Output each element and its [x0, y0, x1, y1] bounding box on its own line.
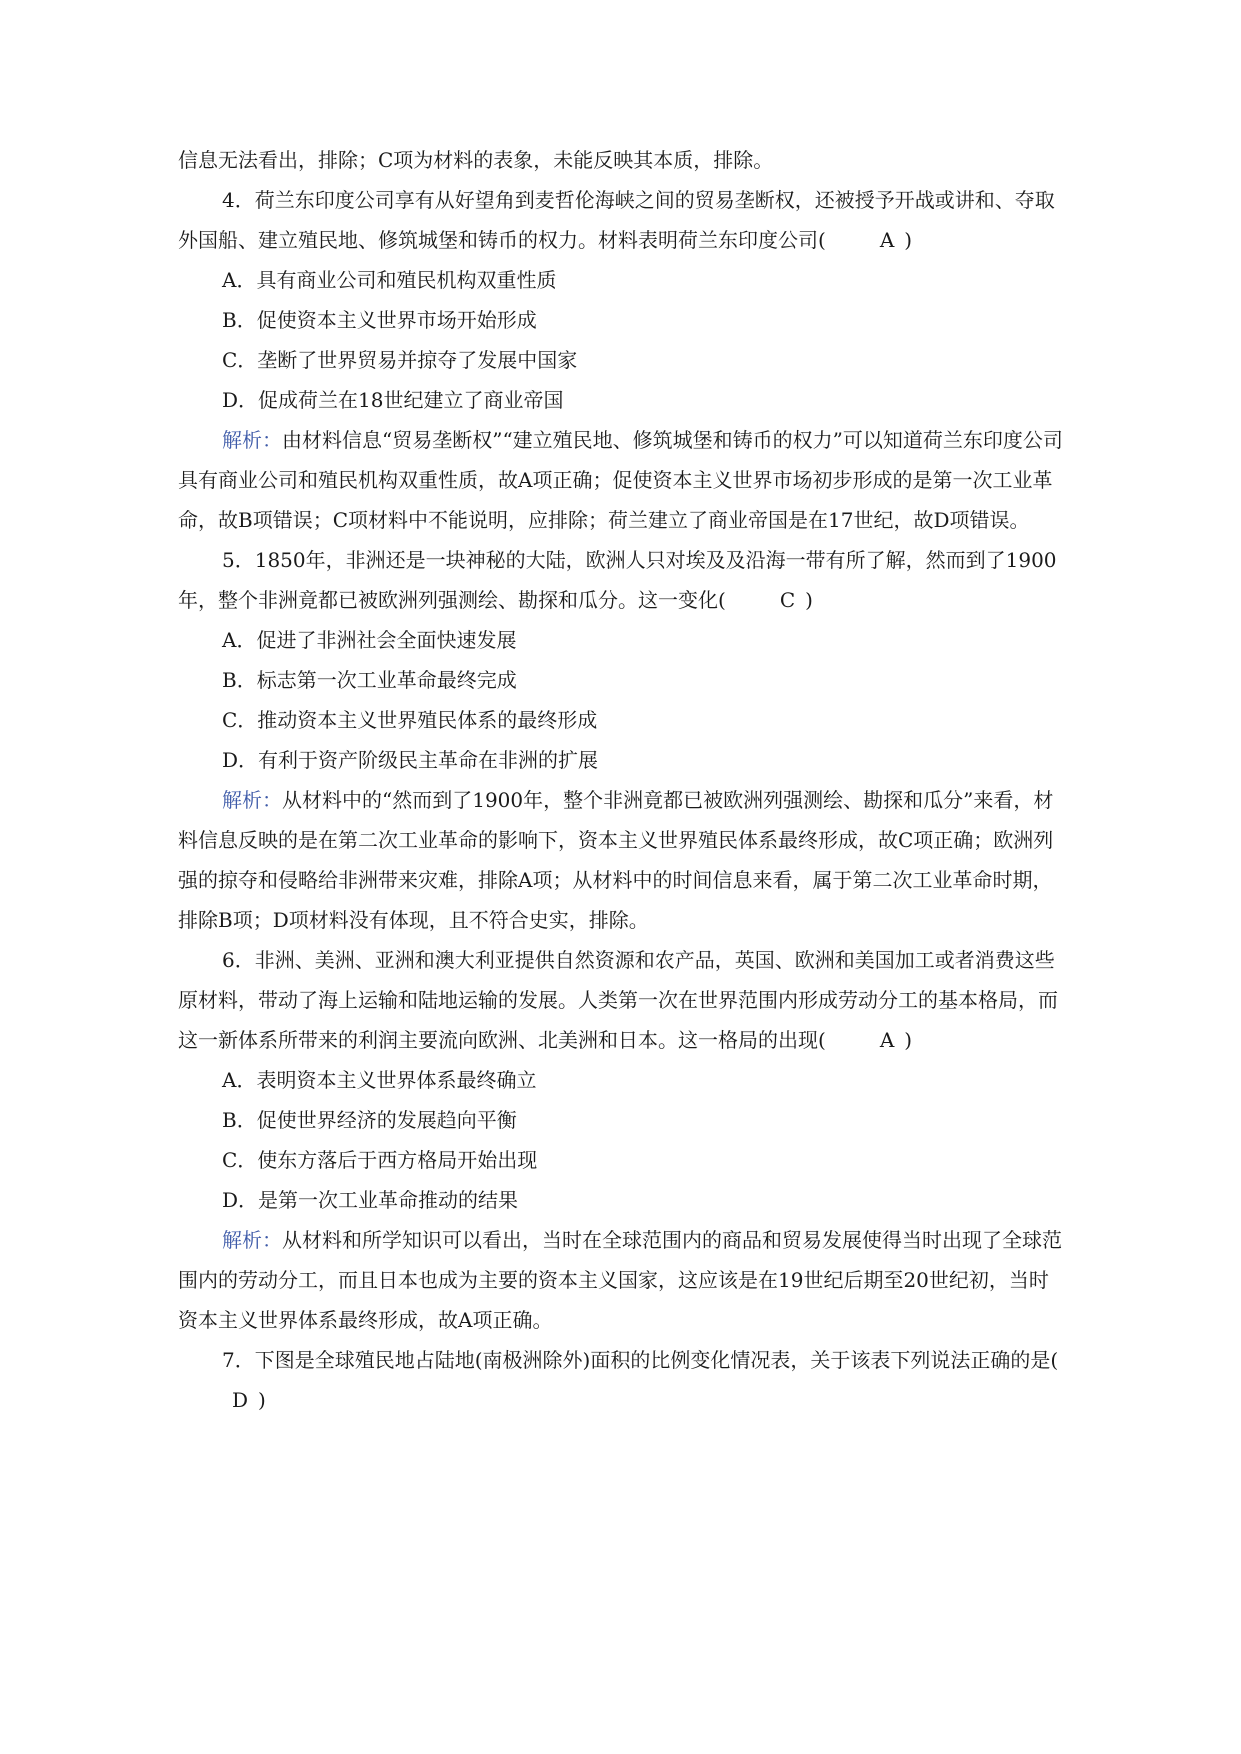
question-4-close: ) — [904, 228, 913, 252]
question-5-stem — [178, 540, 1063, 620]
question-7-answer: D — [232, 1388, 249, 1412]
question-4-option-c: C．垄断了世界贸易并掠夺了发展中国家 — [222, 348, 578, 372]
analysis-label: 解析： — [222, 428, 282, 452]
question-6-option-c: C．使东方落后于西方格局开始出现 — [222, 1148, 538, 1172]
question-5-option-d: D．有利于资产阶级民主革命在非洲的扩展 — [222, 748, 599, 772]
question-6-close: ) — [904, 1028, 913, 1052]
question-5-option-b: B．标志第一次工业革命最终完成 — [222, 668, 517, 692]
question-4-analysis — [178, 420, 1063, 540]
question-5-analysis — [178, 780, 1063, 940]
question-4-option-b: B．促使资本主义世界市场开始形成 — [222, 308, 537, 332]
analysis-text: 从材料和所学知识可以看出，当时在全球范围内的商品和贸易发展使得当时出现了全球范围内的劳动分工，而且日本也成为主要的资本主义国家，这应该是在19世纪后期至20世纪初，当时资本主义世界体系最终形成，故A项正确。 — [178, 1228, 1062, 1332]
question-7-stem — [178, 1340, 1063, 1420]
question-5-close: ) — [805, 588, 813, 612]
question-6-analysis — [178, 1220, 1063, 1340]
question-5-answer: C — [779, 588, 796, 612]
question-4-option-a: A．具有商业公司和殖民机构双重性质 — [222, 268, 557, 292]
question-6-stem — [178, 940, 1063, 1060]
question-6-option-b: B．促使世界经济的发展趋向平衡 — [222, 1108, 517, 1132]
question-7-close: ) — [258, 1388, 266, 1412]
analysis-label: 解析： — [222, 1228, 282, 1252]
question-6-text: 6．非洲、美洲、亚洲和澳大利亚提供自然资源和农产品，英国、欧洲和美国加工或者消费这些原材料，带动了海上运输和陆地运输的发展。人类第一次在世界范围内形成劳动分工的基本格局，而这一新体系所带来的利润主要流向欧洲、北美洲和日本。这一格局的出现( — [178, 948, 1058, 1052]
question-5-text: 5．1850年，非洲还是一块神秘的大陆，欧洲人只对埃及及沿海一带有所了解，然而到了1900年，整个非洲竟都已被欧洲列强测绘、勘探和瓜分。这一变化( — [178, 548, 1057, 612]
analysis-text: 由材料信息“贸易垄断权”“建立殖民地、修筑城堡和铸币的权力”可以知道荷兰东印度公司具有商业公司和殖民机构双重性质，故A项正确；促使资本主义世界市场初步形成的是第一次工业革命，故B项错误；C项材料中不能说明，应排除；荷兰建立了商业帝国是在17世纪，故D项错误。 — [178, 428, 1063, 532]
analysis-label: 解析： — [222, 788, 282, 812]
question-4-stem — [178, 180, 1063, 260]
question-7-text: 7．下图是全球殖民地占陆地(南极洲除外)面积的比例变化情况表，关于该表下列说法正确的是( — [222, 1348, 1059, 1372]
continuation-paragraph: 信息无法看出，排除；C项为材料的表象，未能反映其本质，排除。 — [178, 148, 774, 172]
question-6-option-a: A．表明资本主义世界体系最终确立 — [222, 1068, 537, 1092]
document-page — [178, 140, 1063, 1420]
question-6-answer: A — [879, 1028, 895, 1052]
question-6-option-d: D．是第一次工业革命推动的结果 — [222, 1188, 519, 1212]
question-4-option-d: D．促成荷兰在18世纪建立了商业帝国 — [222, 388, 564, 412]
question-4-answer: A — [879, 228, 895, 252]
question-5-option-a: A．促进了非洲社会全面快速发展 — [222, 628, 517, 652]
analysis-text: 从材料中的“然而到了1900年，整个非洲竟都已被欧洲列强测绘、勘探和瓜分”来看，材料信息反映的是在第二次工业革命的影响下，资本主义世界殖民体系最终形成，故C项正确；欧洲列强的掠夺和侵略给非洲带来灾难，排除A项；从材料中的时间信息来看，属于第二次工业革命时期，排除B项；D项材料没有体现，且不符合史实，排除。 — [178, 788, 1054, 932]
question-5-option-c: C．推动资本主义世界殖民体系的最终形成 — [222, 708, 598, 732]
question-4-text: 4．荷兰东印度公司享有从好望角到麦哲伦海峡之间的贸易垄断权，还被授予开战或讲和、夺取外国船、建立殖民地、修筑城堡和铸币的权力。材料表明荷兰东印度公司( — [178, 188, 1055, 252]
